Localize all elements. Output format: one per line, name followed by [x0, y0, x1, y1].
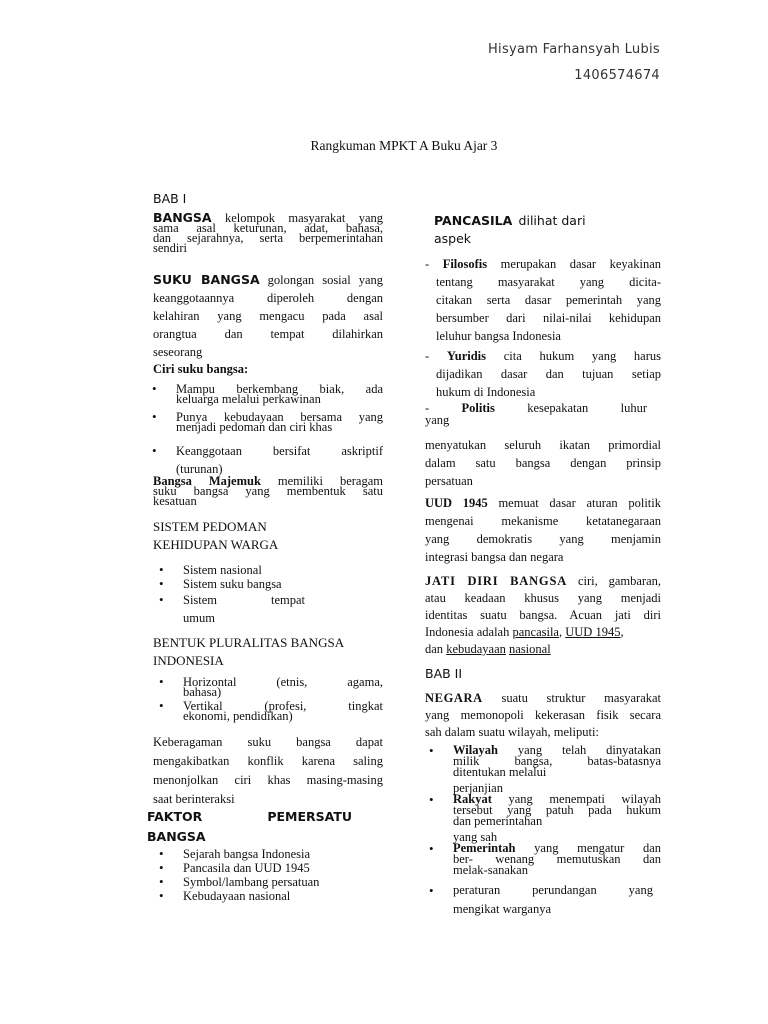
list-item-text: yang telah dinyatakan	[517, 743, 662, 757]
list-item	[155, 875, 375, 889]
definition-text: merupakan dasar keyakinan	[500, 257, 661, 271]
definition-text: suatu struktur masyarakat	[501, 691, 662, 705]
term-pancasila: PANCASILA	[434, 213, 513, 228]
definition-text: keanggotaannya diperoleh dengan	[153, 291, 383, 305]
link-uud-1945[interactable]: UUD 1945	[565, 625, 621, 639]
definition-text: sendiri	[153, 241, 188, 255]
list-item-wilayah	[425, 745, 661, 794]
list-item-text: Pancasila dan UUD 1945	[183, 861, 310, 875]
list-item-text: • Vertikal (profesi, tingkat	[183, 699, 383, 713]
term-suku-bangsa: SUKU BANGSA	[153, 272, 260, 287]
chapter-heading-bab1: BAB I	[153, 191, 187, 206]
definition-suku-bangsa	[153, 271, 383, 361]
dash-marker: -	[425, 257, 443, 271]
list-item-text: yang menempati wilayah	[508, 792, 661, 806]
definition-text: integrasi bangsa dan negara	[425, 550, 564, 564]
definition-text: tentang masyarakat yang dicita-	[436, 275, 661, 289]
aspect-politis	[425, 402, 647, 426]
paragraph-line: saat berinteraksi	[153, 792, 235, 806]
definition-text: menyatukan seluruh ikatan primordial	[425, 438, 661, 452]
chapter-heading-bab2: BAB II	[425, 666, 463, 681]
list-item	[155, 847, 375, 861]
heading-line: INDONESIA	[153, 653, 224, 668]
definition-text: sah dalam suatu wilayah, meliputi:	[425, 725, 599, 739]
link-pancasila[interactable]: pancasila	[512, 625, 559, 639]
definition-text: dan sejarahnya, serta berpemerintahan	[153, 231, 383, 245]
definition-text: hukum di Indonesia	[436, 385, 536, 399]
list-sistem	[155, 563, 305, 627]
definition-text: identitas suatu bangsa. Acuan jati diri	[425, 608, 661, 622]
list-item-text: keluarga melalui perkawinan	[176, 392, 321, 406]
definition-bangsa-majemuk	[153, 476, 383, 506]
term-negara: NEGARA	[425, 691, 483, 705]
list-item-text: bahasa)	[183, 685, 222, 699]
term-uud-1945: UUD 1945	[425, 496, 488, 510]
definition-text: cita hukum yang harus	[503, 349, 662, 363]
heading-line: BANGSA	[147, 829, 206, 844]
list-item	[155, 861, 375, 875]
term-wilayah: Wilayah	[453, 743, 498, 757]
definition-text: kesepakatan luhur	[527, 401, 648, 415]
definition-text: Indonesia adalah	[425, 625, 513, 639]
dash-marker: -	[425, 401, 462, 415]
list-item-text: • Punya kebudayaan bersama yang	[176, 410, 383, 424]
heading-line: FAKTOR PEMERSATU	[147, 809, 352, 824]
list-item-text: yang mengatur dan	[534, 841, 661, 855]
list-item	[155, 591, 305, 627]
definition-pancasila	[434, 212, 604, 248]
list-item-text: • Mampu berkembang biak, ada	[176, 382, 383, 396]
list-item-text: • Horizontal (etnis, agama,	[183, 675, 383, 689]
list-item-text: • Sistem tempat	[183, 593, 305, 607]
aspect-filosofis	[425, 255, 661, 345]
list-item-text: mengikat warganya	[453, 902, 551, 916]
page-title: Rangkuman MPKT A Buku Ajar 3	[310, 138, 498, 153]
definition-text: kesatuan	[153, 494, 197, 508]
list-ciri	[148, 384, 383, 478]
list-item-text: Symbol/lambang persatuan	[183, 875, 320, 889]
section-heading-faktor	[147, 807, 352, 847]
term-rakyat: Rakyat	[453, 792, 492, 806]
list-item-text: yang sah	[453, 830, 498, 844]
list-item	[148, 442, 383, 478]
list-unsur-negara	[425, 745, 661, 919]
paragraph-line: mengakibatkan konflik karena saling	[153, 754, 383, 768]
list-item-peraturan	[425, 881, 661, 919]
definition-text: dijadikan dasar dan tujuan setiap	[436, 367, 661, 381]
list-item-text: melak-sanakan	[453, 863, 528, 877]
definition-text: seseorang	[153, 345, 203, 359]
separator: ,	[558, 625, 566, 639]
list-item-rakyat	[425, 794, 661, 843]
term-bangsa: BANGSA	[153, 210, 212, 225]
term-politis: Politis	[461, 401, 495, 415]
list-item	[155, 577, 305, 591]
list-item	[155, 701, 383, 721]
definition-text: aspek	[434, 231, 472, 246]
list-item-text: umum	[183, 611, 215, 625]
definition-text: atau keadaan khusus yang menjadi	[425, 591, 661, 605]
definition-text: yang memonopoli kekerasan fisik secara	[425, 708, 661, 722]
definition-text: memiliki beragam	[277, 474, 384, 488]
section-heading-bentuk	[153, 634, 344, 670]
author-name: Hisyam Farhansyah Lubis	[487, 42, 660, 57]
definition-negara	[425, 690, 661, 741]
definition-text: persatuan	[425, 474, 473, 488]
section-heading-sistem	[153, 518, 278, 554]
list-item-text: Sistem suku bangsa	[183, 577, 282, 591]
list-item-text: • peraturan perundangan yang	[453, 883, 653, 897]
definition-text: bersumber dari nilai-nilai kehidupan	[436, 311, 661, 325]
definition-text: kelompok masyarakat yang	[225, 211, 383, 225]
paragraph-keberagaman	[153, 733, 383, 809]
definition-text: dilihat dari	[518, 213, 586, 228]
list-item	[148, 412, 383, 432]
definition-text: orangtua dan tempat dilahirkan	[153, 327, 383, 341]
list-item	[148, 384, 383, 404]
definition-bangsa	[153, 210, 383, 255]
list-item	[155, 677, 383, 697]
definition-text: ciri, gambaran,	[577, 574, 662, 588]
definition-text: dalam satu bangsa dengan prinsip	[425, 456, 661, 470]
section-heading-ciri: Ciri suku bangsa:	[153, 362, 249, 376]
separator: ,	[620, 625, 624, 639]
definition-text: dan	[425, 642, 447, 656]
definition-jati-diri	[425, 573, 661, 658]
paragraph-line: menonjolkan ciri khas masing-masing	[153, 773, 383, 787]
term-pemerintah: Pemerintah	[453, 841, 516, 855]
heading-line: BENTUK PLURALITAS BANGSA	[153, 635, 345, 650]
list-item	[155, 889, 375, 903]
definition-text: yang demokratis yang menjamin	[425, 532, 661, 546]
definition-text: leluhur bangsa Indonesia	[436, 329, 561, 343]
definition-text: citakan serta dasar pemerintah yang	[436, 293, 661, 307]
term-bangsa-majemuk: Bangsa Majemuk	[153, 474, 261, 488]
definition-uud-1945	[425, 494, 661, 566]
list-item-text: (turunan)	[176, 462, 223, 476]
definition-text: golongan sosial yang	[267, 273, 383, 287]
list-item-text: tersebut yang patuh pada hukum	[453, 803, 661, 817]
list-faktor	[155, 847, 375, 903]
list-item-text: dan pemerintahan	[453, 814, 543, 828]
link-kebudayaan[interactable]: kebudayaan	[446, 642, 506, 656]
definition-text: mengenai mekanisme ketatanegaraan	[425, 514, 661, 528]
list-item-text: milik bangsa, batas-batasnya	[453, 754, 661, 768]
list-item-text: • Keanggotaan bersifat askriptif	[176, 444, 383, 458]
aspect-yuridis	[425, 347, 661, 401]
term-filosofis: Filosofis	[442, 257, 488, 271]
student-id: 1406574674	[574, 68, 660, 83]
definition-text: yang	[425, 413, 450, 427]
definition-text: suku bangsa yang membentuk satu	[153, 484, 383, 498]
list-item-text: perjanjian	[453, 781, 503, 795]
definition-text: memuat dasar aturan politik	[498, 496, 661, 510]
heading-line: KEHIDUPAN WARGA	[153, 537, 279, 552]
list-bentuk	[155, 677, 383, 721]
list-item-text: Sistem nasional	[183, 563, 262, 577]
list-item-text: ditentukan melalui	[453, 765, 547, 779]
definition-text: sama asal keturunan, adat, bahasa,	[153, 221, 383, 235]
term-yuridis: Yuridis	[446, 349, 487, 363]
list-item-text: menjadi pedoman dan ciri khas	[176, 420, 333, 434]
list-item-text: ber- wenang memutuskan dan	[453, 852, 661, 866]
definition-text: kelahiran yang mengacu pada asal	[153, 309, 383, 323]
list-item	[155, 563, 305, 577]
dash-marker: -	[425, 349, 447, 363]
paragraph-line: Keberagaman suku bangsa dapat	[153, 735, 383, 749]
aspect-politis-continued	[425, 436, 661, 490]
list-item-text: Sejarah bangsa Indonesia	[183, 847, 311, 861]
term-jati-diri: JATI DIRI BANGSA	[425, 574, 568, 588]
list-item-pemerintah	[425, 843, 661, 876]
link-nasional[interactable]: nasional	[509, 642, 551, 656]
list-item-text: ekonomi, pendidikan)	[183, 709, 293, 723]
list-item-text: Kebudayaan nasional	[183, 889, 291, 903]
heading-line: SISTEM PEDOMAN	[153, 519, 267, 534]
